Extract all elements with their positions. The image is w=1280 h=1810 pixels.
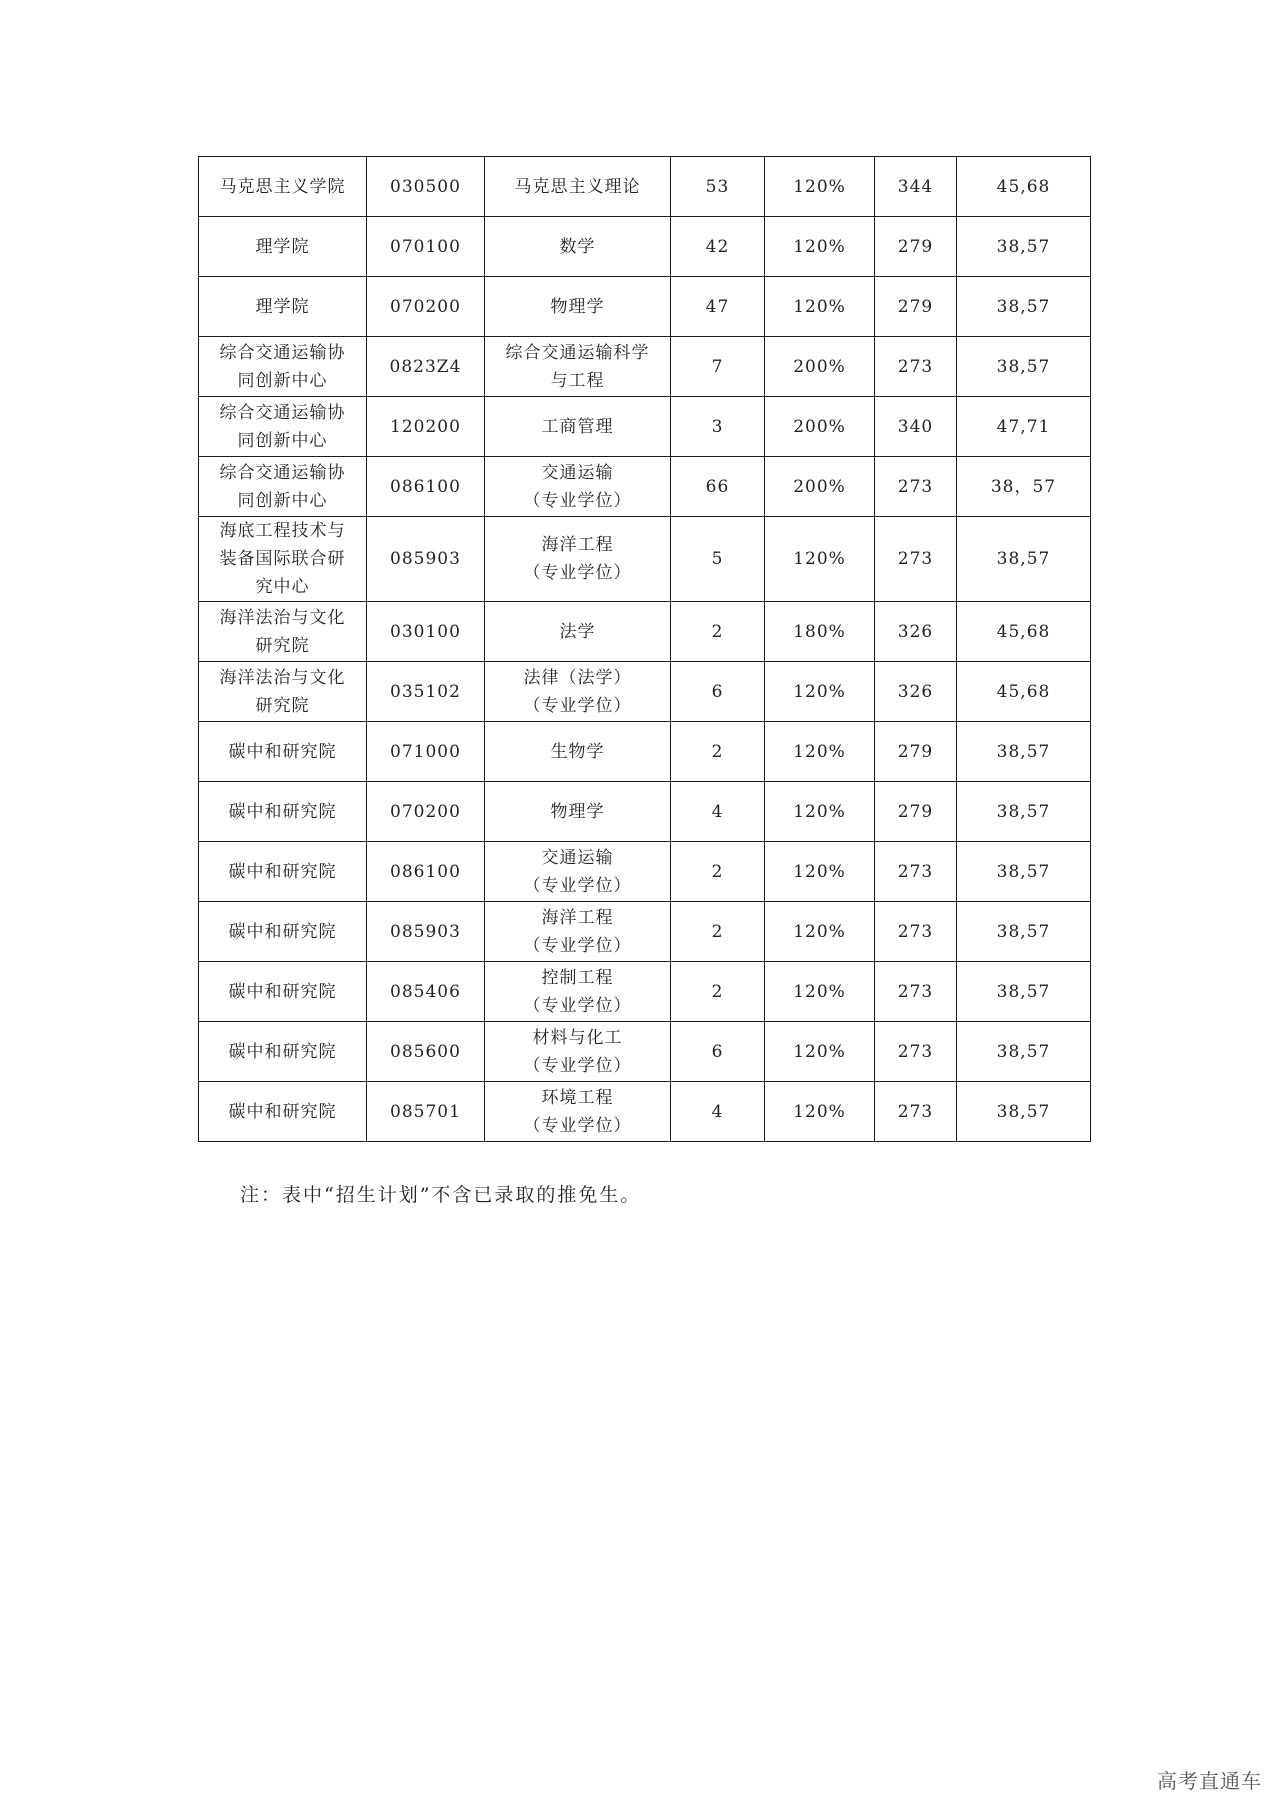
enrollment-plan-cell: 6 — [671, 1022, 765, 1082]
enrollment-plan-cell: 47 — [671, 277, 765, 337]
college-cell: 碳中和研究院 — [199, 1022, 367, 1082]
single-subject-score-cell: 38,57 — [957, 1022, 1091, 1082]
major-name-cell: 交通运输 （专业学位） — [485, 457, 671, 517]
major-code-cell: 085903 — [367, 517, 485, 602]
total-score-line-cell: 326 — [875, 662, 957, 722]
single-subject-score-cell: 38,57 — [957, 722, 1091, 782]
table-row — [199, 277, 1091, 337]
total-score-line-cell: 273 — [875, 517, 957, 602]
table-row — [199, 157, 1091, 217]
enrollment-plan-cell: 4 — [671, 1082, 765, 1142]
major-code-cell: 085903 — [367, 902, 485, 962]
total-score-line-cell: 279 — [875, 722, 957, 782]
enrollment-plan-cell: 3 — [671, 397, 765, 457]
total-score-line-cell: 326 — [875, 602, 957, 662]
college-cell: 理学院 — [199, 217, 367, 277]
retest-ratio-cell: 200% — [765, 337, 875, 397]
single-subject-score-cell: 38,57 — [957, 277, 1091, 337]
enrollment-plan-cell: 2 — [671, 962, 765, 1022]
major-code-cell: 070100 — [367, 217, 485, 277]
major-name-cell: 马克思主义理论 — [485, 157, 671, 217]
single-subject-score-cell: 38,57 — [957, 517, 1091, 602]
single-subject-score-cell: 45,68 — [957, 157, 1091, 217]
table-row — [199, 602, 1091, 662]
major-name-cell: 法学 — [485, 602, 671, 662]
table-row — [199, 1022, 1091, 1082]
major-code-cell: 070200 — [367, 782, 485, 842]
major-name-cell: 控制工程 （专业学位） — [485, 962, 671, 1022]
table-row — [199, 1082, 1091, 1142]
retest-ratio-cell: 200% — [765, 457, 875, 517]
major-name-cell: 交通运输 （专业学位） — [485, 842, 671, 902]
major-name-cell: 材料与化工 （专业学位） — [485, 1022, 671, 1082]
single-subject-score-cell: 38,57 — [957, 1082, 1091, 1142]
major-code-cell: 086100 — [367, 457, 485, 517]
college-cell: 海洋法治与文化 研究院 — [199, 662, 367, 722]
table-row — [199, 337, 1091, 397]
single-subject-score-cell: 38,57 — [957, 962, 1091, 1022]
college-cell: 综合交通运输协 同创新中心 — [199, 397, 367, 457]
major-code-cell: 030100 — [367, 602, 485, 662]
total-score-line-cell: 273 — [875, 337, 957, 397]
major-name-cell: 海洋工程 （专业学位） — [485, 517, 671, 602]
retest-ratio-cell: 120% — [765, 1082, 875, 1142]
college-cell: 海底工程技术与 装备国际联合研 究中心 — [199, 517, 367, 602]
college-cell: 海洋法治与文化 研究院 — [199, 602, 367, 662]
total-score-line-cell: 279 — [875, 217, 957, 277]
major-code-cell: 086100 — [367, 842, 485, 902]
total-score-line-cell: 273 — [875, 1082, 957, 1142]
enrollment-plan-cell: 2 — [671, 602, 765, 662]
major-code-cell: 085406 — [367, 962, 485, 1022]
major-name-cell: 物理学 — [485, 782, 671, 842]
major-name-cell: 海洋工程 （专业学位） — [485, 902, 671, 962]
table-row — [199, 517, 1091, 602]
retest-ratio-cell: 120% — [765, 662, 875, 722]
retest-ratio-cell: 120% — [765, 1022, 875, 1082]
table-row — [199, 457, 1091, 517]
single-subject-score-cell: 38,57 — [957, 902, 1091, 962]
enrollment-plan-cell: 5 — [671, 517, 765, 602]
total-score-line-cell: 273 — [875, 1022, 957, 1082]
retest-ratio-cell: 120% — [765, 217, 875, 277]
enrollment-plan-cell: 2 — [671, 902, 765, 962]
major-code-cell: 070200 — [367, 277, 485, 337]
table-row — [199, 902, 1091, 962]
college-cell: 碳中和研究院 — [199, 722, 367, 782]
college-cell: 碳中和研究院 — [199, 842, 367, 902]
table-row — [199, 842, 1091, 902]
table-row — [199, 397, 1091, 457]
total-score-line-cell: 273 — [875, 902, 957, 962]
retest-ratio-cell: 120% — [765, 277, 875, 337]
major-code-cell: 030500 — [367, 157, 485, 217]
retest-ratio-cell: 120% — [765, 722, 875, 782]
total-score-line-cell: 279 — [875, 277, 957, 337]
college-cell: 碳中和研究院 — [199, 1082, 367, 1142]
major-name-cell: 生物学 — [485, 722, 671, 782]
table-row — [199, 722, 1091, 782]
college-cell: 理学院 — [199, 277, 367, 337]
single-subject-score-cell: 38,57 — [957, 217, 1091, 277]
watermark-text: 高考直通车 — [1157, 1769, 1262, 1793]
retest-ratio-cell: 120% — [765, 782, 875, 842]
major-code-cell: 071000 — [367, 722, 485, 782]
retest-ratio-cell: 180% — [765, 602, 875, 662]
single-subject-score-cell: 47,71 — [957, 397, 1091, 457]
major-name-cell: 环境工程 （专业学位） — [485, 1082, 671, 1142]
college-cell: 碳中和研究院 — [199, 962, 367, 1022]
college-cell: 碳中和研究院 — [199, 902, 367, 962]
table-row — [199, 217, 1091, 277]
admission-table — [198, 156, 1091, 1142]
enrollment-plan-cell: 42 — [671, 217, 765, 277]
enrollment-plan-cell: 2 — [671, 842, 765, 902]
college-cell: 综合交通运输协 同创新中心 — [199, 457, 367, 517]
retest-ratio-cell: 120% — [765, 962, 875, 1022]
major-name-cell: 综合交通运输科学 与工程 — [485, 337, 671, 397]
college-cell: 碳中和研究院 — [199, 782, 367, 842]
major-code-cell: 0823Z4 — [367, 337, 485, 397]
table-row — [199, 662, 1091, 722]
enrollment-plan-cell: 7 — [671, 337, 765, 397]
retest-ratio-cell: 200% — [765, 397, 875, 457]
major-code-cell: 085701 — [367, 1082, 485, 1142]
college-cell: 马克思主义学院 — [199, 157, 367, 217]
table-note: 注：表中“招生计划”不含已录取的推免生。 — [240, 1184, 642, 1206]
total-score-line-cell: 273 — [875, 457, 957, 517]
enrollment-plan-cell: 6 — [671, 662, 765, 722]
total-score-line-cell: 279 — [875, 782, 957, 842]
retest-ratio-cell: 120% — [765, 157, 875, 217]
enrollment-plan-cell: 2 — [671, 722, 765, 782]
major-code-cell: 085600 — [367, 1022, 485, 1082]
major-name-cell: 物理学 — [485, 277, 671, 337]
enrollment-plan-cell: 66 — [671, 457, 765, 517]
table-row — [199, 782, 1091, 842]
total-score-line-cell: 273 — [875, 842, 957, 902]
major-code-cell: 120200 — [367, 397, 485, 457]
major-name-cell: 工商管理 — [485, 397, 671, 457]
enrollment-plan-cell: 53 — [671, 157, 765, 217]
college-cell: 综合交通运输协 同创新中心 — [199, 337, 367, 397]
major-code-cell: 035102 — [367, 662, 485, 722]
single-subject-score-cell: 45,68 — [957, 602, 1091, 662]
major-name-cell: 数学 — [485, 217, 671, 277]
retest-ratio-cell: 120% — [765, 902, 875, 962]
total-score-line-cell: 340 — [875, 397, 957, 457]
major-name-cell: 法律（法学） （专业学位） — [485, 662, 671, 722]
single-subject-score-cell: 38,57 — [957, 842, 1091, 902]
retest-ratio-cell: 120% — [765, 517, 875, 602]
table-row — [199, 962, 1091, 1022]
single-subject-score-cell: 38,57 — [957, 337, 1091, 397]
enrollment-plan-cell: 4 — [671, 782, 765, 842]
table-body — [199, 157, 1091, 1142]
single-subject-score-cell: 45,68 — [957, 662, 1091, 722]
total-score-line-cell: 344 — [875, 157, 957, 217]
total-score-line-cell: 273 — [875, 962, 957, 1022]
single-subject-score-cell: 38，57 — [957, 457, 1091, 517]
single-subject-score-cell: 38,57 — [957, 782, 1091, 842]
retest-ratio-cell: 120% — [765, 842, 875, 902]
